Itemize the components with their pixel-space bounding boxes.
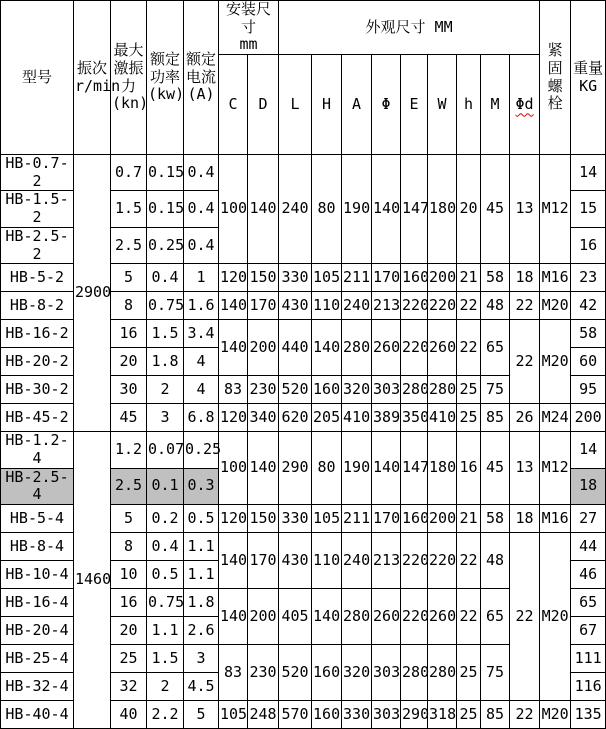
table-row bbox=[1, 155, 606, 191]
cell-C: 105 bbox=[219, 700, 248, 728]
cell-power: 3 bbox=[147, 404, 184, 432]
cell-phid: 26 bbox=[510, 404, 540, 432]
cell-E: 147 bbox=[401, 432, 428, 505]
cell-force: 20 bbox=[111, 616, 147, 644]
cell-bolt: M24 bbox=[540, 404, 571, 432]
cell-weight: 16 bbox=[571, 227, 606, 263]
cell-weight: 27 bbox=[571, 504, 606, 532]
cell-M: 48 bbox=[481, 292, 510, 320]
cell-model: HB-30-2 bbox=[1, 376, 74, 404]
cell-A: 320 bbox=[342, 644, 372, 700]
cell-L: 570 bbox=[279, 700, 312, 728]
cell-L: 430 bbox=[279, 292, 312, 320]
cell-force: 30 bbox=[111, 376, 147, 404]
cell-model: HB-1.5-2 bbox=[1, 191, 74, 227]
cell-phi: 389 bbox=[372, 404, 401, 432]
cell-E: 160 bbox=[401, 504, 428, 532]
cell-L: 520 bbox=[279, 644, 312, 700]
col-header-weight: 重量 KG bbox=[571, 1, 606, 155]
cell-H: 80 bbox=[312, 432, 342, 505]
cell-model: HB-2.5-4 bbox=[1, 468, 74, 504]
cell-E: 290 bbox=[401, 700, 428, 728]
cell-h: 25 bbox=[457, 700, 481, 728]
cell-model: HB-25-4 bbox=[1, 644, 74, 672]
cell-H: 140 bbox=[312, 320, 342, 376]
cell-H: 80 bbox=[312, 155, 342, 264]
cell-D: 140 bbox=[248, 155, 279, 264]
col-header-rpm: 振次 r/min bbox=[74, 1, 111, 155]
cell-E: 280 bbox=[401, 644, 428, 700]
cell-A: 190 bbox=[342, 155, 372, 264]
cell-force: 2.5 bbox=[111, 468, 147, 504]
cell-power: 0.15 bbox=[147, 155, 184, 191]
cell-power: 0.25 bbox=[147, 227, 184, 263]
cell-phi: 213 bbox=[372, 292, 401, 320]
cell-h: 25 bbox=[457, 644, 481, 700]
cell-M: 85 bbox=[481, 700, 510, 728]
cell-L: 440 bbox=[279, 320, 312, 376]
cell-power: 0.5 bbox=[147, 560, 184, 588]
cell-force: 25 bbox=[111, 644, 147, 672]
cell-current: 1.6 bbox=[184, 292, 219, 320]
cell-D: 150 bbox=[248, 504, 279, 532]
cell-A: 280 bbox=[342, 320, 372, 376]
cell-force: 10 bbox=[111, 560, 147, 588]
cell-current: 1.1 bbox=[184, 560, 219, 588]
cell-phi: 140 bbox=[372, 155, 401, 264]
cell-h: 22 bbox=[457, 320, 481, 376]
cell-A: 280 bbox=[342, 588, 372, 644]
cell-C: 100 bbox=[219, 155, 248, 264]
cell-model: HB-5-2 bbox=[1, 264, 74, 292]
cell-phi: 260 bbox=[372, 320, 401, 376]
cell-H: 160 bbox=[312, 644, 342, 700]
cell-D: 200 bbox=[248, 320, 279, 376]
cell-h: 25 bbox=[457, 376, 481, 404]
cell-E: 147 bbox=[401, 155, 428, 264]
cell-current: 6.8 bbox=[184, 404, 219, 432]
cell-weight: 15 bbox=[571, 191, 606, 227]
cell-power: 0.75 bbox=[147, 292, 184, 320]
cell-current: 3.4 bbox=[184, 320, 219, 348]
cell-C: 100 bbox=[219, 432, 248, 505]
cell-W: 318 bbox=[428, 700, 457, 728]
cell-force: 8 bbox=[111, 292, 147, 320]
col-header-bolt: 紧 固 螺 栓 bbox=[540, 1, 571, 155]
cell-force: 32 bbox=[111, 672, 147, 700]
cell-A: 240 bbox=[342, 292, 372, 320]
cell-phi: 303 bbox=[372, 376, 401, 404]
cell-model: HB-8-4 bbox=[1, 532, 74, 560]
cell-C: 83 bbox=[219, 644, 248, 700]
cell-h: 22 bbox=[457, 588, 481, 644]
cell-phid: 18 bbox=[510, 504, 540, 532]
cell-D: 140 bbox=[248, 432, 279, 505]
cell-model: HB-10-4 bbox=[1, 560, 74, 588]
cell-C: 120 bbox=[219, 504, 248, 532]
cell-A: 320 bbox=[342, 376, 372, 404]
col-header-power: 额定 功率 (kw) bbox=[147, 1, 184, 155]
col-header-D: D bbox=[248, 55, 279, 155]
cell-L: 330 bbox=[279, 504, 312, 532]
col-header-W: W bbox=[428, 55, 457, 155]
cell-A: 211 bbox=[342, 264, 372, 292]
cell-h: 22 bbox=[457, 292, 481, 320]
cell-A: 211 bbox=[342, 504, 372, 532]
cell-power: 2.2 bbox=[147, 700, 184, 728]
col-header-C: C bbox=[219, 55, 248, 155]
cell-model: HB-32-4 bbox=[1, 672, 74, 700]
cell-weight: 14 bbox=[571, 155, 606, 191]
table-row bbox=[1, 432, 606, 468]
col-header-H: H bbox=[312, 55, 342, 155]
cell-weight: 46 bbox=[571, 560, 606, 588]
cell-E: 350 bbox=[401, 404, 428, 432]
cell-model: HB-5-4 bbox=[1, 504, 74, 532]
cell-weight: 18 bbox=[571, 468, 606, 504]
cell-force: 16 bbox=[111, 588, 147, 616]
cell-M: 48 bbox=[481, 532, 510, 588]
cell-H: 160 bbox=[312, 700, 342, 728]
cell-M: 75 bbox=[481, 644, 510, 700]
cell-phid: 22 bbox=[510, 700, 540, 728]
cell-rpm: 2900 bbox=[74, 155, 111, 432]
cell-C: 140 bbox=[219, 320, 248, 376]
cell-M: 45 bbox=[481, 155, 510, 264]
cell-M: 45 bbox=[481, 432, 510, 505]
cell-force: 40 bbox=[111, 700, 147, 728]
col-header-current: 额定 电流 (A) bbox=[184, 1, 219, 155]
cell-power: 1.5 bbox=[147, 320, 184, 348]
cell-force: 16 bbox=[111, 320, 147, 348]
cell-force: 5 bbox=[111, 264, 147, 292]
cell-weight: 116 bbox=[571, 672, 606, 700]
cell-model: HB-45-2 bbox=[1, 404, 74, 432]
cell-force: 8 bbox=[111, 532, 147, 560]
cell-D: 150 bbox=[248, 264, 279, 292]
cell-current: 4.5 bbox=[184, 672, 219, 700]
col-header-force: 最大 激振 力 (kn) bbox=[111, 1, 147, 155]
cell-bolt: M20 bbox=[540, 292, 571, 320]
cell-power: 1.8 bbox=[147, 348, 184, 376]
col-header-phi: Φ bbox=[372, 55, 401, 155]
cell-E: 220 bbox=[401, 588, 428, 644]
cell-L: 330 bbox=[279, 264, 312, 292]
cell-W: 220 bbox=[428, 532, 457, 588]
cell-h: 21 bbox=[457, 504, 481, 532]
cell-weight: 200 bbox=[571, 404, 606, 432]
cell-bolt: M20 bbox=[540, 700, 571, 728]
cell-phid: 18 bbox=[510, 264, 540, 292]
cell-rpm: 1460 bbox=[74, 432, 111, 729]
cell-phi: 170 bbox=[372, 504, 401, 532]
cell-D: 230 bbox=[248, 644, 279, 700]
col-header-L: L bbox=[279, 55, 312, 155]
cell-phi: 303 bbox=[372, 700, 401, 728]
cell-current: 0.25 bbox=[184, 432, 219, 468]
cell-current: 1.1 bbox=[184, 532, 219, 560]
cell-current: 4 bbox=[184, 348, 219, 376]
cell-L: 405 bbox=[279, 588, 312, 644]
cell-current: 4 bbox=[184, 376, 219, 404]
cell-bolt: M12 bbox=[540, 432, 571, 505]
cell-weight: 14 bbox=[571, 432, 606, 468]
cell-W: 280 bbox=[428, 644, 457, 700]
cell-power: 0.07 bbox=[147, 432, 184, 468]
cell-h: 21 bbox=[457, 264, 481, 292]
cell-power: 1.1 bbox=[147, 616, 184, 644]
cell-E: 220 bbox=[401, 320, 428, 376]
cell-L: 620 bbox=[279, 404, 312, 432]
cell-phid: 13 bbox=[510, 155, 540, 264]
cell-current: 5 bbox=[184, 700, 219, 728]
cell-power: 0.4 bbox=[147, 532, 184, 560]
cell-force: 45 bbox=[111, 404, 147, 432]
cell-weight: 58 bbox=[571, 320, 606, 348]
cell-bolt: M20 bbox=[540, 320, 571, 404]
cell-current: 2.6 bbox=[184, 616, 219, 644]
cell-H: 105 bbox=[312, 504, 342, 532]
cell-M: 75 bbox=[481, 376, 510, 404]
cell-C: 120 bbox=[219, 264, 248, 292]
col-header-model: 型号 bbox=[1, 1, 74, 155]
cell-phid: 22 bbox=[510, 532, 540, 700]
cell-W: 200 bbox=[428, 504, 457, 532]
cell-C: 83 bbox=[219, 376, 248, 404]
cell-power: 2 bbox=[147, 376, 184, 404]
cell-phi: 170 bbox=[372, 264, 401, 292]
cell-model: HB-20-4 bbox=[1, 616, 74, 644]
cell-weight: 44 bbox=[571, 532, 606, 560]
cell-W: 280 bbox=[428, 376, 457, 404]
cell-phid: 13 bbox=[510, 432, 540, 505]
cell-phid: 22 bbox=[510, 320, 540, 404]
col-header-h: h bbox=[457, 55, 481, 155]
cell-phi: 140 bbox=[372, 432, 401, 505]
cell-H: 105 bbox=[312, 264, 342, 292]
cell-current: 1.8 bbox=[184, 588, 219, 616]
col-header-phid bbox=[510, 55, 540, 155]
cell-M: 58 bbox=[481, 504, 510, 532]
cell-W: 410 bbox=[428, 404, 457, 432]
cell-current: 0.5 bbox=[184, 504, 219, 532]
cell-force: 1.2 bbox=[111, 432, 147, 468]
cell-power: 0.4 bbox=[147, 264, 184, 292]
cell-H: 205 bbox=[312, 404, 342, 432]
cell-bolt: M12 bbox=[540, 155, 571, 264]
col-header-M: M bbox=[481, 55, 510, 155]
cell-power: 1.5 bbox=[147, 644, 184, 672]
cell-h: 20 bbox=[457, 155, 481, 264]
cell-W: 260 bbox=[428, 588, 457, 644]
cell-power: 0.2 bbox=[147, 504, 184, 532]
cell-phi: 213 bbox=[372, 532, 401, 588]
cell-A: 190 bbox=[342, 432, 372, 505]
cell-model: HB-16-4 bbox=[1, 588, 74, 616]
cell-D: 248 bbox=[248, 700, 279, 728]
cell-M: 58 bbox=[481, 264, 510, 292]
cell-h: 25 bbox=[457, 404, 481, 432]
cell-current: 0.4 bbox=[184, 227, 219, 263]
cell-C: 140 bbox=[219, 292, 248, 320]
cell-force: 0.7 bbox=[111, 155, 147, 191]
cell-C: 140 bbox=[219, 588, 248, 644]
cell-model: HB-2.5-2 bbox=[1, 227, 74, 263]
cell-M: 65 bbox=[481, 588, 510, 644]
cell-E: 220 bbox=[401, 292, 428, 320]
cell-current: 1 bbox=[184, 264, 219, 292]
cell-model: HB-8-2 bbox=[1, 292, 74, 320]
cell-model: HB-20-2 bbox=[1, 348, 74, 376]
cell-L: 290 bbox=[279, 432, 312, 505]
cell-D: 340 bbox=[248, 404, 279, 432]
cell-bolt: M16 bbox=[540, 264, 571, 292]
cell-current: 0.3 bbox=[184, 468, 219, 504]
cell-W: 200 bbox=[428, 264, 457, 292]
cell-model: HB-0.7-2 bbox=[1, 155, 74, 191]
cell-W: 260 bbox=[428, 320, 457, 376]
cell-L: 520 bbox=[279, 376, 312, 404]
col-header-A: A bbox=[342, 55, 372, 155]
cell-A: 330 bbox=[342, 700, 372, 728]
cell-E: 220 bbox=[401, 532, 428, 588]
cell-H: 110 bbox=[312, 292, 342, 320]
cell-D: 230 bbox=[248, 376, 279, 404]
cell-h: 16 bbox=[457, 432, 481, 505]
cell-power: 0.15 bbox=[147, 191, 184, 227]
cell-L: 240 bbox=[279, 155, 312, 264]
cell-force: 20 bbox=[111, 348, 147, 376]
cell-phid: 22 bbox=[510, 292, 540, 320]
cell-weight: 111 bbox=[571, 644, 606, 672]
cell-E: 160 bbox=[401, 264, 428, 292]
cell-phi: 260 bbox=[372, 588, 401, 644]
cell-weight: 42 bbox=[571, 292, 606, 320]
cell-bolt: M16 bbox=[540, 504, 571, 532]
cell-W: 220 bbox=[428, 292, 457, 320]
cell-W: 180 bbox=[428, 432, 457, 505]
cell-current: 0.4 bbox=[184, 191, 219, 227]
cell-weight: 95 bbox=[571, 376, 606, 404]
cell-force: 1.5 bbox=[111, 191, 147, 227]
col-header-E: E bbox=[401, 55, 428, 155]
cell-model: HB-16-2 bbox=[1, 320, 74, 348]
cell-force: 2.5 bbox=[111, 227, 147, 263]
cell-D: 170 bbox=[248, 532, 279, 588]
cell-h: 22 bbox=[457, 532, 481, 588]
cell-C: 140 bbox=[219, 532, 248, 588]
cell-current: 0.4 bbox=[184, 155, 219, 191]
cell-D: 170 bbox=[248, 292, 279, 320]
cell-M: 85 bbox=[481, 404, 510, 432]
cell-weight: 135 bbox=[571, 700, 606, 728]
cell-weight: 65 bbox=[571, 588, 606, 616]
group-header-install-dims: 安装尺寸 mm bbox=[219, 1, 279, 55]
cell-weight: 23 bbox=[571, 264, 606, 292]
cell-model: HB-40-4 bbox=[1, 700, 74, 728]
cell-H: 160 bbox=[312, 376, 342, 404]
cell-power: 0.1 bbox=[147, 468, 184, 504]
cell-power: 2 bbox=[147, 672, 184, 700]
cell-power: 0.75 bbox=[147, 588, 184, 616]
cell-force: 5 bbox=[111, 504, 147, 532]
cell-bolt: M20 bbox=[540, 532, 571, 700]
cell-H: 110 bbox=[312, 532, 342, 588]
table-header bbox=[1, 1, 606, 155]
cell-phi: 303 bbox=[372, 644, 401, 700]
cell-E: 280 bbox=[401, 376, 428, 404]
cell-D: 200 bbox=[248, 588, 279, 644]
phid-label-with-spellcheck-squiggle: Φd bbox=[515, 94, 534, 113]
cell-H: 140 bbox=[312, 588, 342, 644]
cell-weight: 60 bbox=[571, 348, 606, 376]
cell-A: 240 bbox=[342, 532, 372, 588]
cell-M: 65 bbox=[481, 320, 510, 376]
cell-W: 180 bbox=[428, 155, 457, 264]
cell-C: 120 bbox=[219, 404, 248, 432]
table-body bbox=[1, 155, 606, 729]
cell-L: 430 bbox=[279, 532, 312, 588]
cell-current: 3 bbox=[184, 644, 219, 672]
cell-weight: 67 bbox=[571, 616, 606, 644]
cell-model: HB-1.2-4 bbox=[1, 432, 74, 468]
cell-A: 410 bbox=[342, 404, 372, 432]
group-header-outline-dims: 外观尺寸 MM bbox=[279, 1, 540, 55]
